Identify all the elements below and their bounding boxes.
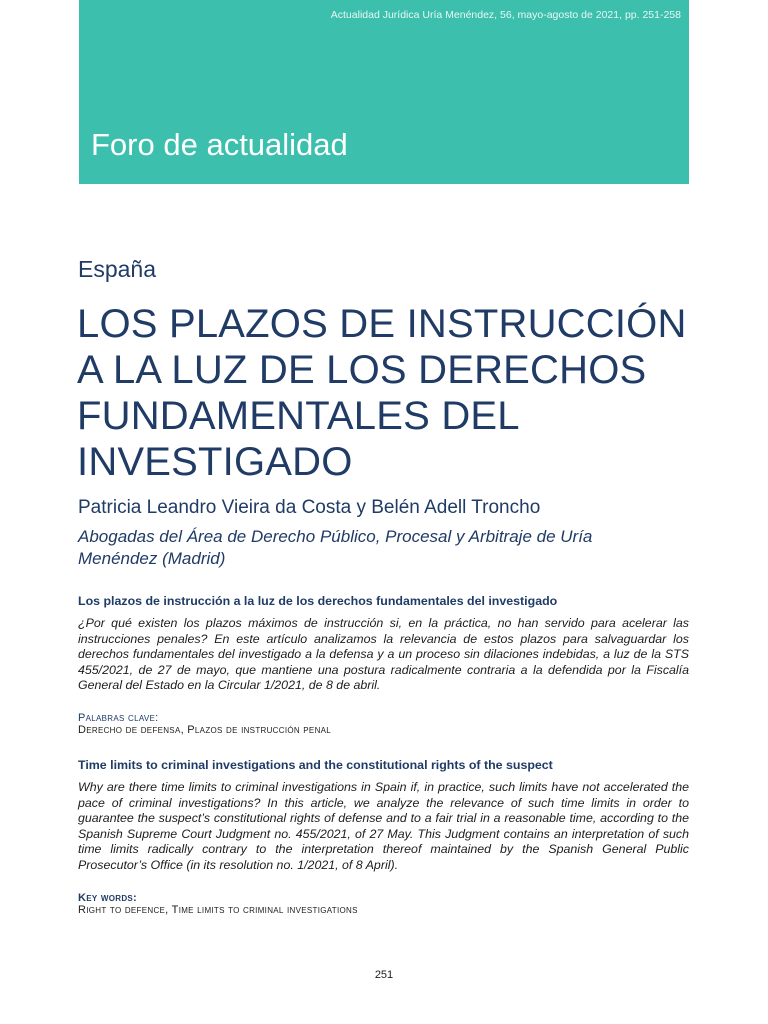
abstract-text: ¿Por qué existen los plazos máximos de instrucción si, en la práctica, no han servido para acelerar las instrucciones penales? En este artículo analizamos la relevancia de estos plazos para salvaguardar los derechos fundamentales del investigado a la defensa y a un proceso sin dilaciones indebidas, a luz de la STS 455/2021, de 27 de mayo, que mantiene una postura radicalmente contraria a la defendida por la Fiscalía General del Estado en la Circular 1/2021, de 8 de abril. bbox=[78, 616, 689, 693]
article-title-line: INVESTIGADO bbox=[77, 440, 353, 484]
article-title-line: A LA LUZ DE LOS DERECHOS bbox=[77, 348, 647, 392]
article-title bbox=[77, 301, 697, 485]
article-authors: Patricia Leandro Vieira da Costa y Belén Adell Troncho bbox=[78, 497, 541, 518]
keywords-label: Key words: bbox=[78, 892, 137, 904]
keywords-text: Derecho de defensa, Plazos de instrucción penal bbox=[78, 724, 332, 736]
abstract-text: Why are there time limits to criminal investigations in Spain if, in practice, such limits have not accelerated the pace of criminal investigations? In this article, we analyze the relevance of such time limits in order to guarantee the suspect’s constitutional rights of defense and to a fair trial in a reasonable time, according to the Spanish Supreme Court Judgment no. 455/2021, of 27 May. This Judgment contains an interpretation of such time limits radically contrary to the interpretation thereof maintained by the Spanish General Public Prosecutor’s Office (in its resolution no. 1/2021, of 8 April). bbox=[78, 780, 689, 872]
abstract-spanish bbox=[78, 594, 689, 694]
section-header-band bbox=[79, 0, 689, 184]
author-affiliation bbox=[78, 526, 678, 570]
article-country: España bbox=[78, 256, 157, 282]
keywords-text: Right to defence, Time limits to criminal investigations bbox=[78, 904, 358, 916]
keywords-english bbox=[78, 892, 689, 916]
article-title-line: FUNDAMENTALES DEL bbox=[77, 394, 520, 438]
affiliation-line: Menéndez (Madrid) bbox=[78, 549, 226, 568]
keywords-spanish bbox=[78, 712, 689, 736]
article-title-line: LOS PLAZOS DE INSTRUCCIÓN bbox=[77, 302, 687, 346]
affiliation-line: Abogadas del Área de Derecho Público, Procesal y Arbitraje de Uría bbox=[78, 527, 593, 546]
abstract-title: Time limits to criminal investigations and the constitutional rights of the suspect bbox=[78, 758, 553, 772]
abstract-english bbox=[78, 758, 689, 874]
section-title: Foro de actualidad bbox=[91, 127, 348, 162]
keywords-label: Palabras clave: bbox=[78, 712, 159, 724]
abstract-title: Los plazos de instrucción a la luz de los derechos fundamentales del investigado bbox=[78, 594, 558, 608]
page-number: 251 bbox=[374, 969, 394, 981]
journal-reference: Actualidad Jurídica Uría Menéndez, 56, mayo-agosto de 2021, pp. 251-258 bbox=[330, 9, 681, 21]
